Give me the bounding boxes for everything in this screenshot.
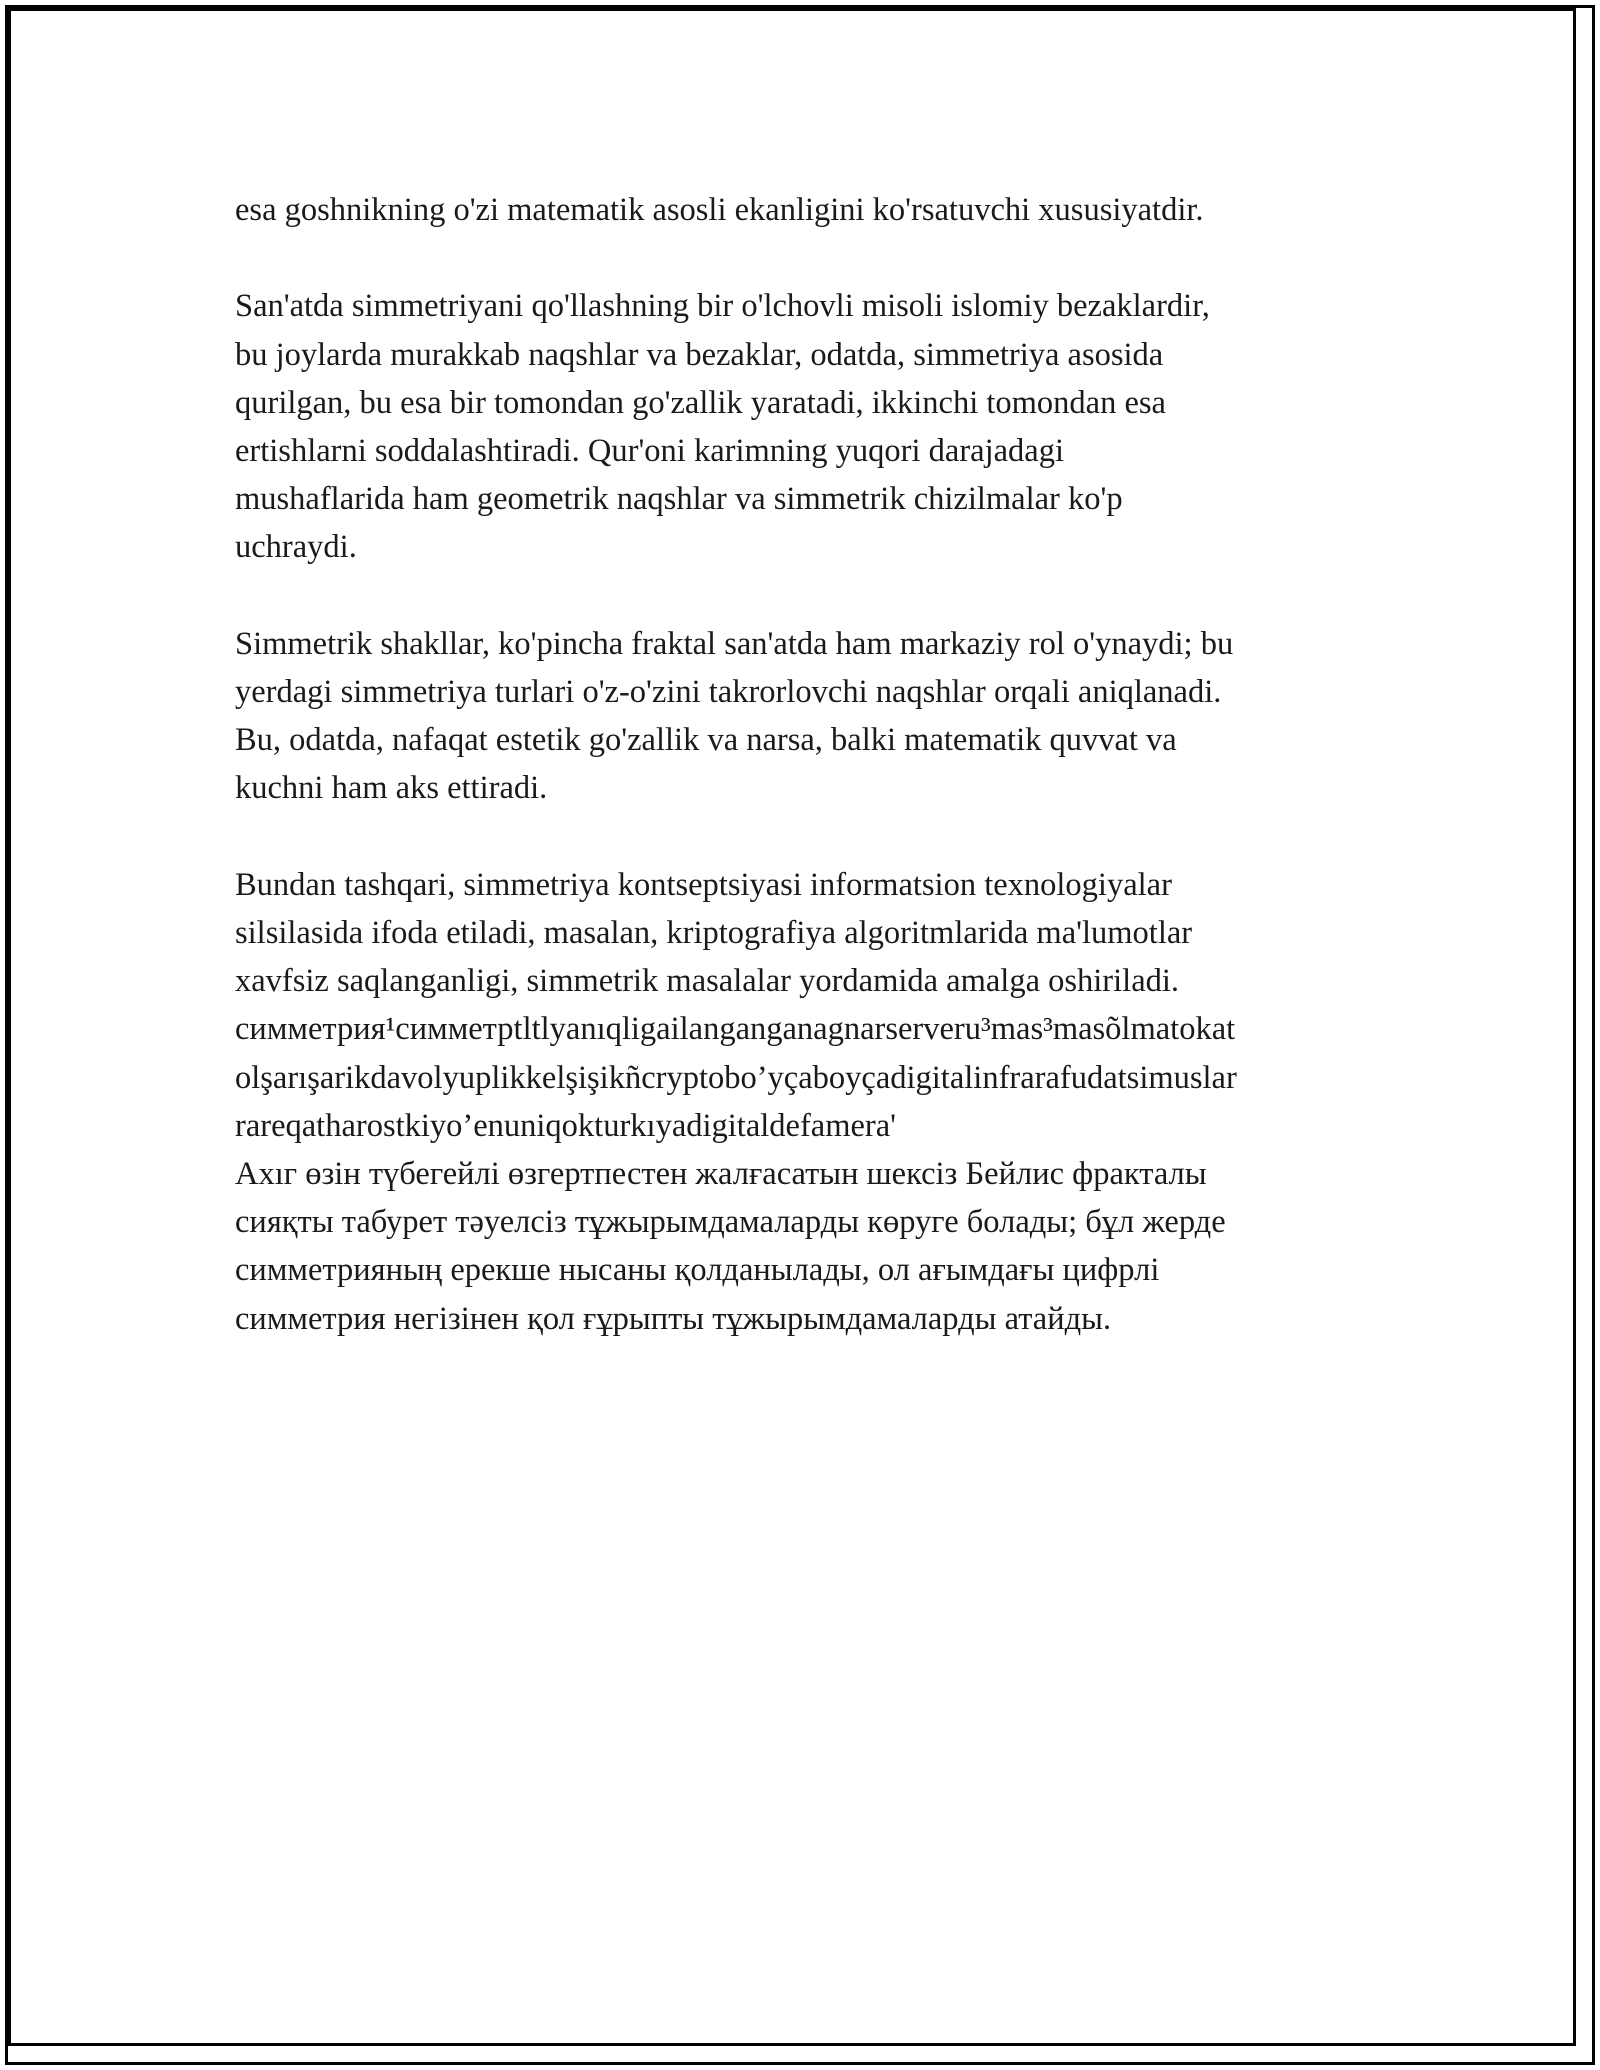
text-line: silsilasida ifoda etiladi, masalan, kriptografiya algoritmlarida ma'lumotlar: [235, 915, 1193, 951]
text-line: сияқты табурет тәуелсіз тұжырымдамаларды көруге болады; бұл жерде: [235, 1204, 1226, 1241]
text-line: yerdagi simmetriya turlari o'z-o'zini takrorlovchi naqshlar orqali aniqlanadi.: [235, 674, 1222, 710]
text-line: olşarışarikdavolyuplikkelşişikñcryptobo’yçaboyçadigitalinfrarafudatsimuslar: [235, 1059, 1237, 1096]
text-line: uchraydi.: [235, 529, 357, 566]
text-line: esa goshnikning o'zi matematik asosli ekanligini ko'rsatuvchi xususiyatdir.: [235, 192, 1204, 228]
text-line: mushaflarida ham geometrik naqshlar va simmetrik chizilmalar ko'p: [235, 481, 1123, 518]
paragraph-3: [235, 620, 1395, 813]
text-line: симметрия негізінен қол ғұрыпты тұжырымдамаларды атайды.: [235, 1300, 1112, 1337]
paragraph-1: [235, 186, 1395, 234]
text-line: Ахıг өзін түбегейлі өзгертпестен жалғасатын шексіз Бейлис фракталы: [235, 1156, 1207, 1193]
text-line: bu joylarda murakkab naqshlar va bezaklar, odatda, simmetriya asosida: [235, 336, 1164, 373]
text-line: rareqatharostkiyo’enuniqokturkıyadigitaldefamera': [235, 1107, 897, 1144]
text-line: симметрия¹симметрtltlyanıqligailanganganagnarserveru³mas³masõlmatokat: [235, 1011, 1236, 1048]
document-body: [235, 186, 1395, 1343]
paragraph-2: [235, 282, 1395, 571]
text-line: Simmetrik shakllar, ko'pincha fraktal san'atda ham markaziy rol o'ynaydi; bu: [235, 625, 1234, 662]
paragraph-4: [235, 861, 1395, 1343]
text-line: qurilgan, bu esa bir tomondan go'zallik yaratadi, ikkinchi tomondan esa: [235, 384, 1166, 421]
text-line: симметрияның ерекше нысаны қолданылады, ол ағымдағы цифрлі: [235, 1252, 1160, 1289]
text-line: Bu, odatda, nafaqat estetik go'zallik va narsa, balki matematik quvvat va: [235, 722, 1177, 759]
text-line: xavfsiz saqlanganligi, simmetrik masalalar yordamida amalga oshiriladi.: [235, 963, 1180, 1000]
text-line: ertishlarni soddalashtiradi. Qur'oni karimning yuqori darajadagi: [235, 433, 1064, 469]
text-line: San'atda simmetriyani qo'llashning bir o'lchovli misoli islomiy bezaklardir,: [235, 288, 1210, 325]
text-line: kuchni ham aks ettiradi.: [235, 770, 548, 807]
text-line: Bundan tashqari, simmetriya kontseptsiyasi informatsion texnologiyalar: [235, 866, 1172, 903]
